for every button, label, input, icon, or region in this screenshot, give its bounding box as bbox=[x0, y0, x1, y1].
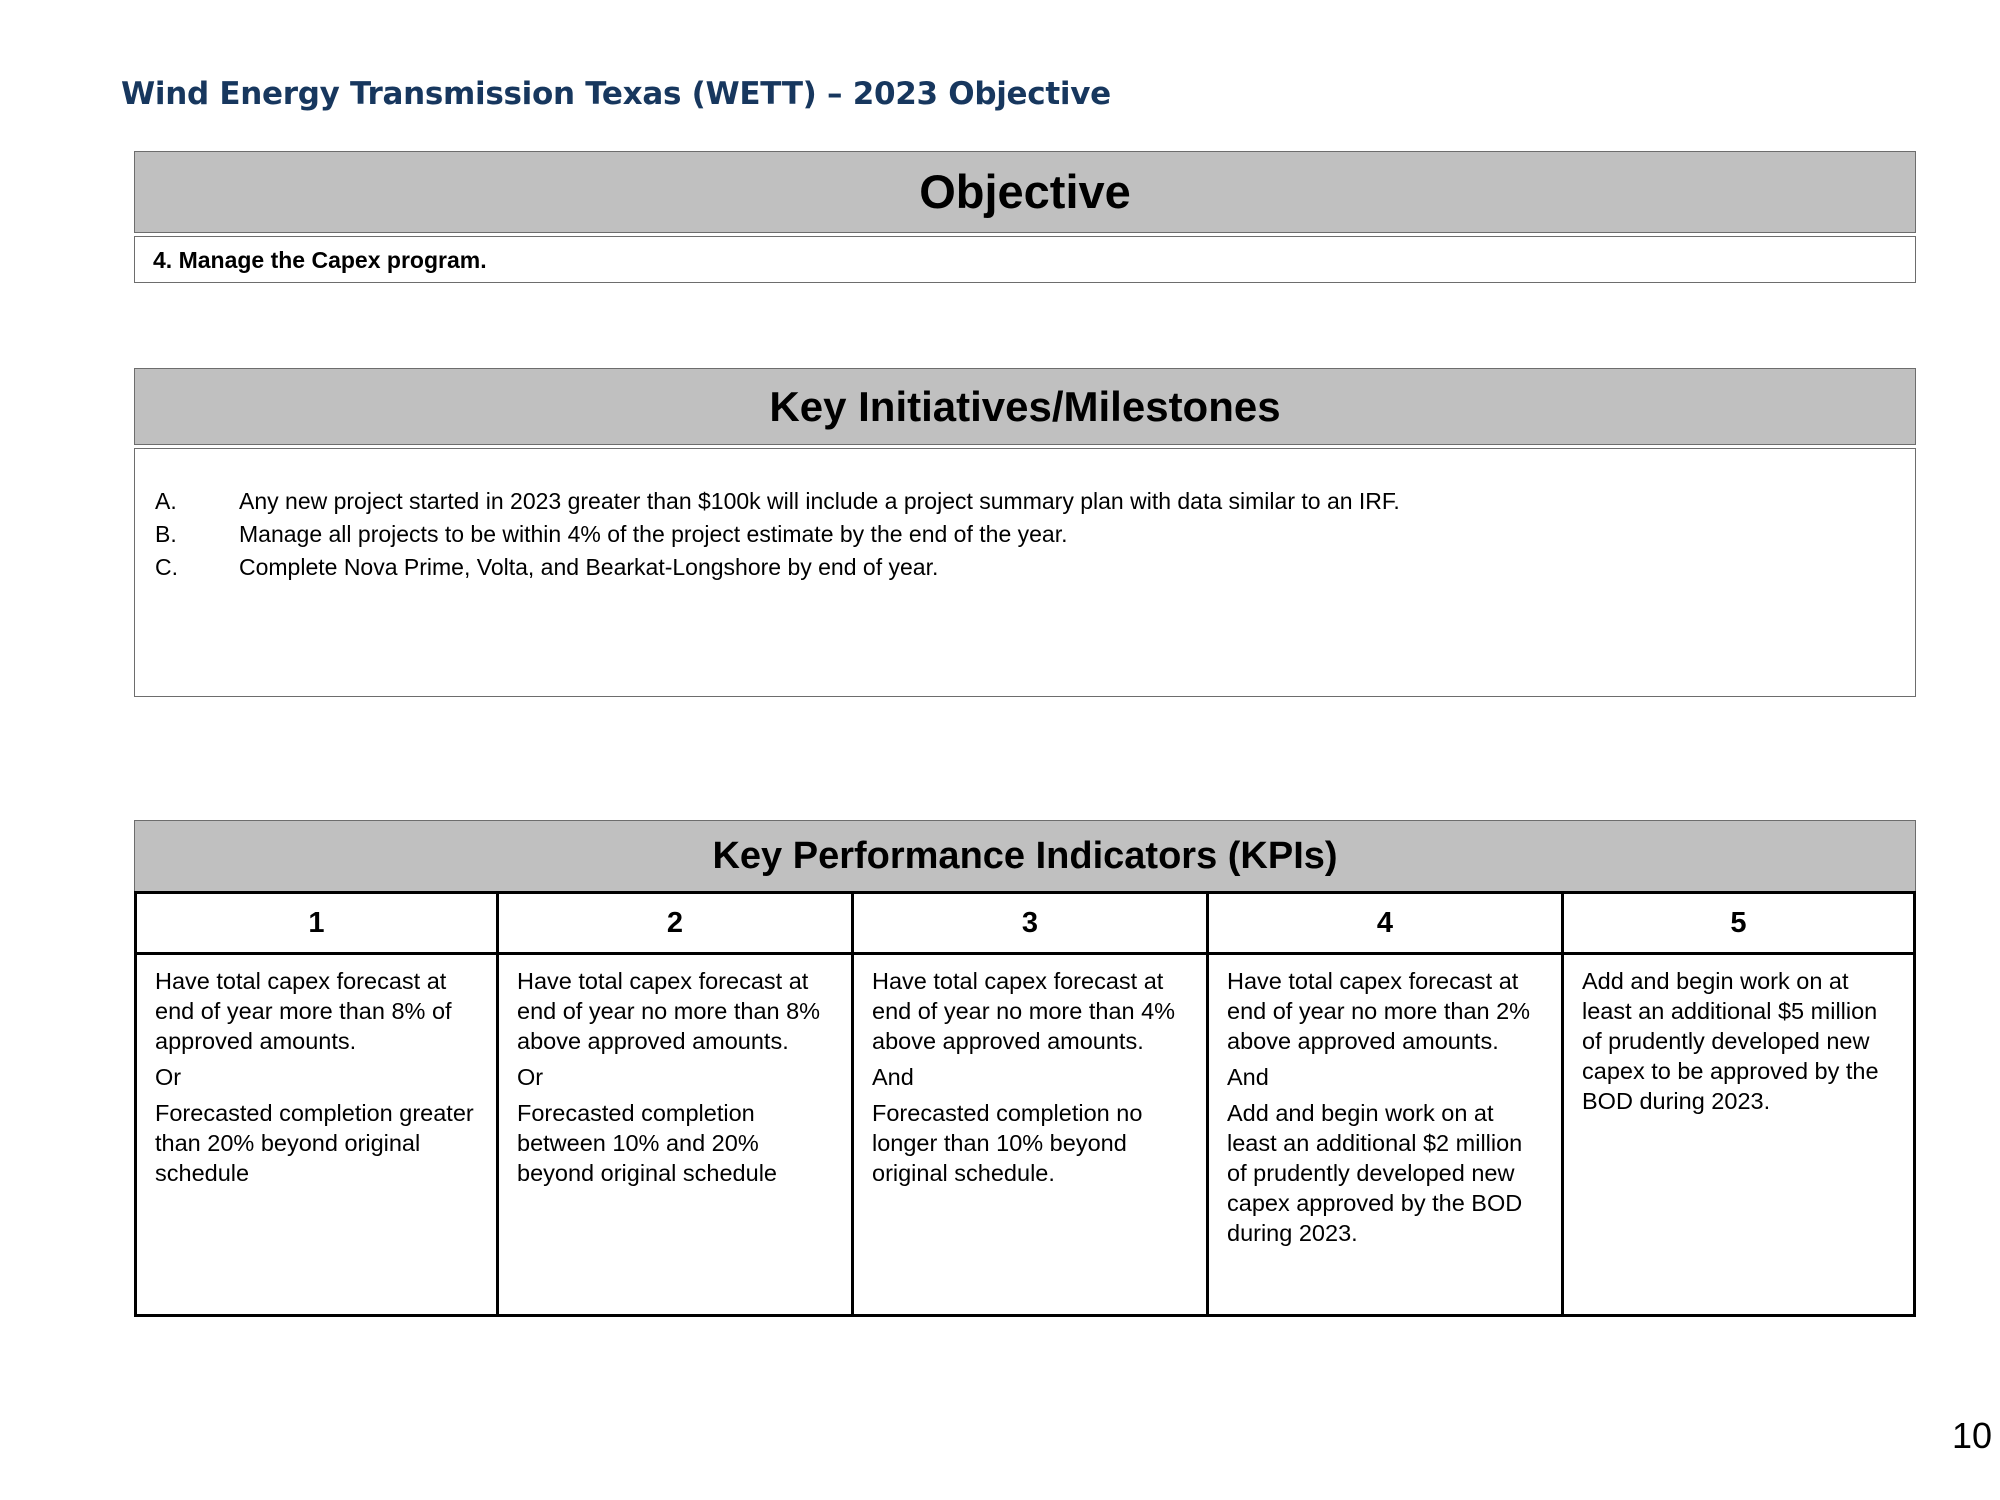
kpi-criteria-text: Forecasted completion between 10% and 20% beyond original schedule bbox=[517, 1100, 777, 1186]
objective-text: 4. Manage the Capex program. bbox=[134, 236, 1916, 283]
initiative-text: Complete Nova Prime, Volta, and Bearkat-Longshore by end of year. bbox=[239, 554, 939, 580]
objective-panel bbox=[134, 151, 1916, 283]
kpi-criteria-text: Have total capex forecast at end of year no more than 8% above approved amounts. bbox=[517, 968, 821, 1054]
kpi-criteria-text: Forecasted completion greater than 20% beyond original schedule bbox=[155, 1100, 474, 1186]
page-title: Wind Energy Transmission Texas (WETT) – 2023 Objective bbox=[121, 76, 1111, 112]
initiatives-panel bbox=[134, 368, 1916, 697]
initiative-item bbox=[155, 485, 1915, 518]
kpi-connector-text: Or bbox=[155, 1064, 182, 1090]
kpi-table bbox=[134, 891, 1916, 1317]
kpi-level-3-cell bbox=[854, 955, 1209, 1314]
kpi-header: Key Performance Indicators (KPIs) bbox=[134, 820, 1916, 891]
kpi-description-row bbox=[137, 955, 1913, 1314]
kpi-connector-text: And bbox=[872, 1064, 914, 1090]
kpi-criteria-text: Forecasted completion no longer than 10% beyond original schedule. bbox=[872, 1100, 1143, 1186]
kpi-criteria-text: Add and begin work on at least an additional $5 million of prudently developed new capex to be approved by the BOD during 2023. bbox=[1582, 968, 1879, 1114]
kpi-criteria-text: Have total capex forecast at end of year more than 8% of approved amounts. bbox=[155, 968, 452, 1054]
kpi-level-4-number: 4 bbox=[1209, 894, 1564, 952]
kpi-level-1-number: 1 bbox=[137, 894, 499, 952]
initiative-letter: A. bbox=[155, 488, 177, 514]
kpi-level-1-cell bbox=[137, 955, 499, 1314]
kpi-criteria-text: Add and begin work on at least an additional $2 million of prudently developed new capex approved by the BOD during 2023. bbox=[1227, 1100, 1523, 1246]
kpi-panel bbox=[134, 820, 1916, 1317]
kpi-level-5-number: 5 bbox=[1730, 907, 1747, 939]
kpi-level-4-cell bbox=[1209, 955, 1564, 1314]
kpi-connector-text: And bbox=[1227, 1064, 1269, 1090]
initiatives-header: Key Initiatives/Milestones bbox=[134, 368, 1916, 445]
kpi-connector-text: Or bbox=[517, 1064, 544, 1090]
page-number: 10 bbox=[1951, 1415, 1992, 1456]
initiative-letter: C. bbox=[155, 554, 178, 580]
kpi-level-5-cell bbox=[1564, 955, 1913, 1314]
initiative-text: Manage all projects to be within 4% of the project estimate by the end of the year. bbox=[239, 521, 1068, 547]
initiative-text: Any new project started in 2023 greater than $100k will include a project summary plan with data similar to an IRF. bbox=[239, 488, 1400, 514]
kpi-level-3-number: 3 bbox=[854, 894, 1209, 952]
kpi-criteria-text: Have total capex forecast at end of year no more than 4% above approved amounts. bbox=[872, 968, 1176, 1054]
kpi-level-2-number: 2 bbox=[499, 894, 854, 952]
kpi-level-2-cell bbox=[499, 955, 854, 1314]
kpi-number-row bbox=[137, 894, 1913, 955]
objective-header: Objective bbox=[134, 151, 1916, 233]
kpi-criteria-text: Have total capex forecast at end of year no more than 2% above approved amounts. bbox=[1227, 968, 1531, 1054]
initiative-item bbox=[155, 551, 1915, 584]
initiatives-list bbox=[134, 448, 1916, 697]
initiative-letter: B. bbox=[155, 521, 177, 547]
initiative-item bbox=[155, 518, 1915, 551]
